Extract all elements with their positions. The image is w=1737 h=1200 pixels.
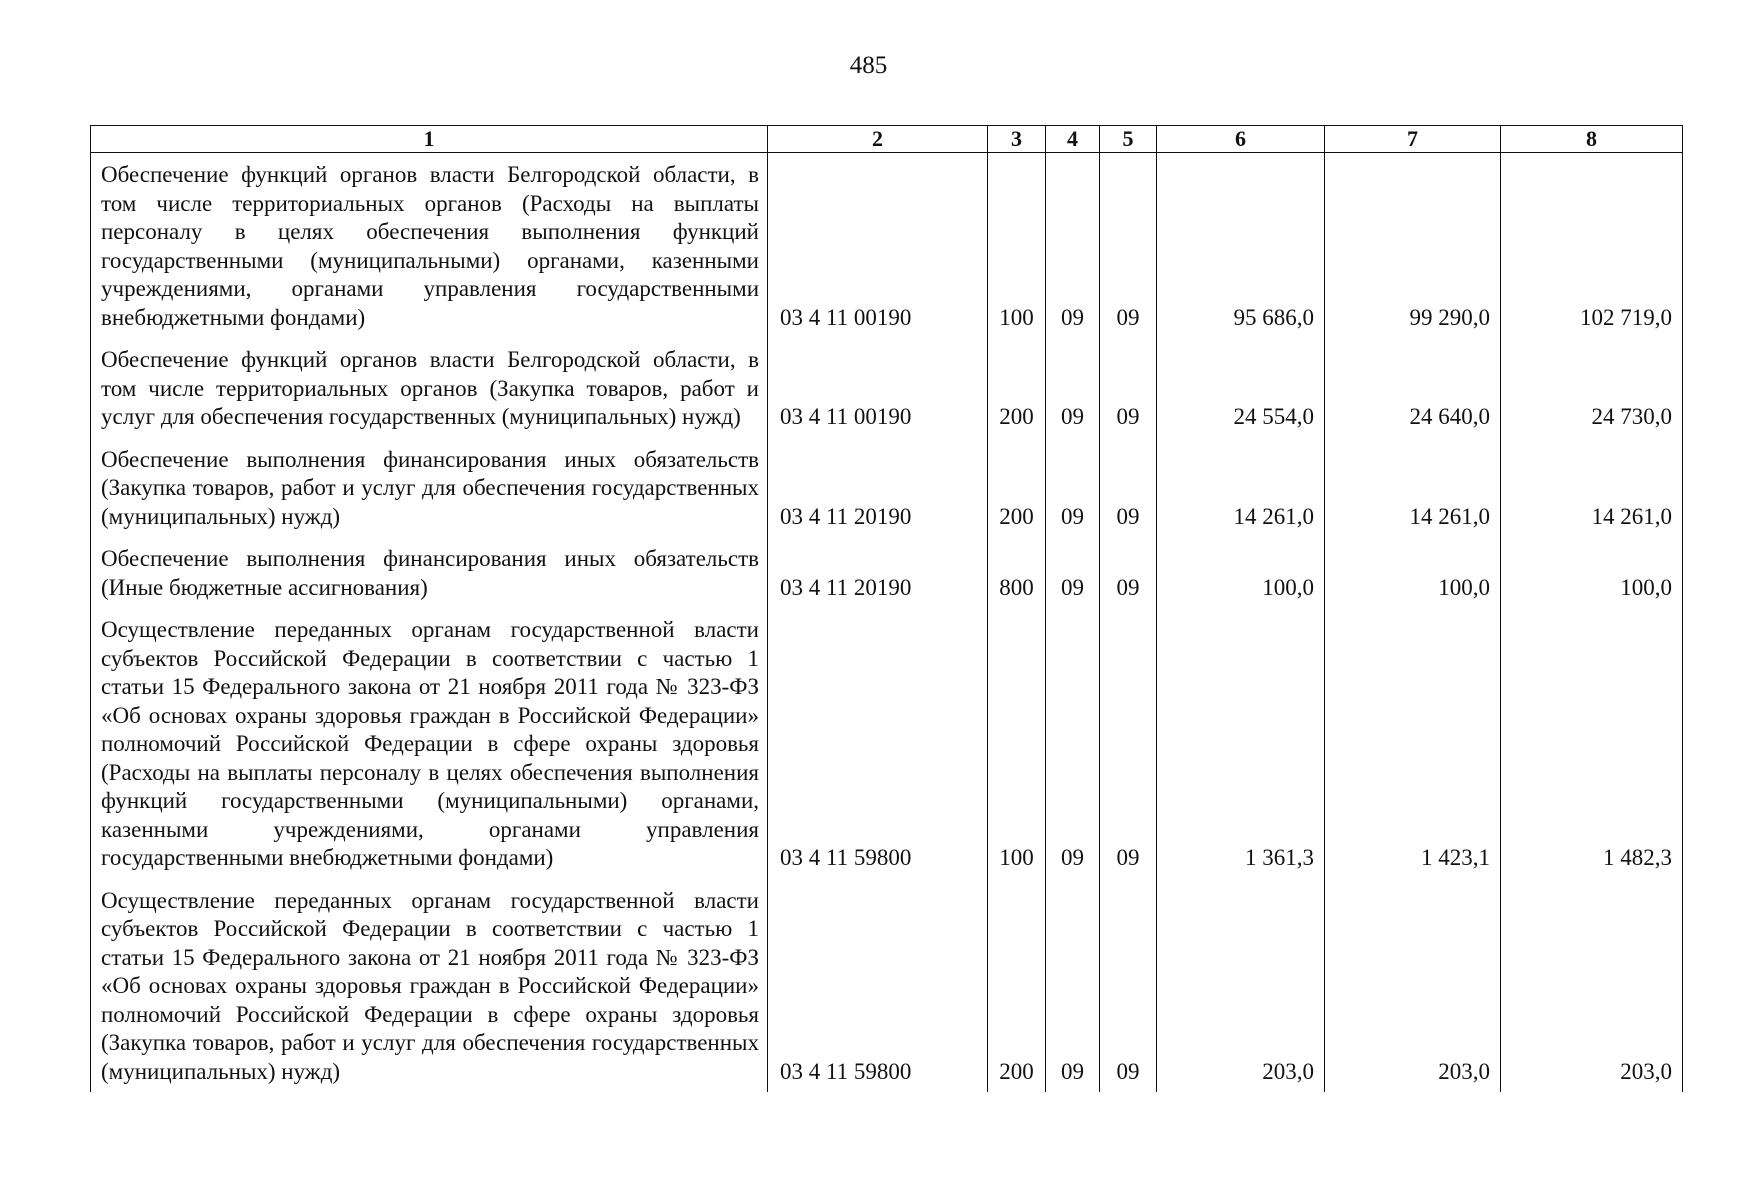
row-description: Осуществление переданных органам государственной власти субъектов Российской Федерации в соответствии с частью 1 статьи 15 Федерального закона от 21 ноября 2011 года № 323-ФЗ «Об основах охраны здоровья граждан в Российской Федерации» полномочий Российской Федерации в сфере охраны здоровья (Закупка товаров, работ и услуг для обеспечения государственных (муниципальных) нужд) (91, 879, 768, 1093)
table-row (91, 338, 1683, 438)
row-col3: 200 (988, 879, 1046, 1093)
row-col3: 800 (988, 537, 1046, 608)
table-row (91, 153, 1683, 339)
row-col3: 100 (988, 608, 1046, 879)
row-col4: 09 (1046, 879, 1100, 1093)
row-col7: 100,0 (1325, 537, 1501, 608)
table-row (91, 879, 1683, 1093)
row-col5: 09 (1100, 537, 1157, 608)
row-col3: 200 (988, 438, 1046, 538)
row-col8: 203,0 (1501, 879, 1683, 1093)
row-col8: 100,0 (1501, 537, 1683, 608)
row-col7: 99 290,0 (1325, 153, 1501, 339)
header-col-6: 6 (1157, 126, 1325, 153)
table-row (91, 608, 1683, 879)
row-description: Обеспечение выполнения финансирования иных обязательств (Закупка товаров, работ и услуг для обеспечения государственных (муниципальных) нужд) (91, 438, 768, 538)
row-col4: 09 (1046, 608, 1100, 879)
header-col-1: 1 (91, 126, 768, 153)
row-code: 03 4 11 20190 (768, 537, 988, 608)
row-col3: 200 (988, 338, 1046, 438)
row-col6: 24 554,0 (1157, 338, 1325, 438)
row-code: 03 4 11 59800 (768, 879, 988, 1093)
header-col-5: 5 (1100, 126, 1157, 153)
table-row (91, 438, 1683, 538)
row-col4: 09 (1046, 438, 1100, 538)
row-col3: 100 (988, 153, 1046, 339)
row-col8: 24 730,0 (1501, 338, 1683, 438)
row-col8: 14 261,0 (1501, 438, 1683, 538)
row-col5: 09 (1100, 338, 1157, 438)
row-col7: 203,0 (1325, 879, 1501, 1093)
row-col6: 14 261,0 (1157, 438, 1325, 538)
row-description: Осуществление переданных органам государственной власти субъектов Российской Федерации в соответствии с частью 1 статьи 15 Федерального закона от 21 ноября 2011 года № 323-ФЗ «Об основах охраны здоровья граждан в Российской Федерации» полномочий Российской Федерации в сфере охраны здоровья (Расходы на выплаты персоналу в целях обеспечения выполнения функций государственными (муниципальными) органами, казенными учреждениями, органами управления государственными внебюджетными фондами) (91, 608, 768, 879)
table-row (91, 537, 1683, 608)
header-col-4: 4 (1046, 126, 1100, 153)
row-description: Обеспечение функций органов власти Белгородской области, в том числе территориальных органов (Закупка товаров, работ и услуг для обеспечения государственных (муниципальных) нужд) (91, 338, 768, 438)
header-col-8: 8 (1501, 126, 1683, 153)
row-description: Обеспечение функций органов власти Белгородской области, в том числе территориальных органов (Расходы на выплаты персоналу в целях обеспечения выполнения функций государственными (муниципальными) органами, казенными учреждениями, органами управления государственными внебюджетными фондами) (91, 153, 768, 339)
row-col7: 14 261,0 (1325, 438, 1501, 538)
row-col4: 09 (1046, 338, 1100, 438)
row-code: 03 4 11 00190 (768, 153, 988, 339)
row-col5: 09 (1100, 608, 1157, 879)
budget-table (90, 125, 1683, 1092)
row-code: 03 4 11 00190 (768, 338, 988, 438)
row-col6: 203,0 (1157, 879, 1325, 1093)
row-col6: 100,0 (1157, 537, 1325, 608)
row-code: 03 4 11 20190 (768, 438, 988, 538)
header-row (91, 126, 1683, 153)
row-col4: 09 (1046, 537, 1100, 608)
row-col5: 09 (1100, 438, 1157, 538)
row-col8: 102 719,0 (1501, 153, 1683, 339)
row-col5: 09 (1100, 879, 1157, 1093)
row-col7: 24 640,0 (1325, 338, 1501, 438)
row-col6: 95 686,0 (1157, 153, 1325, 339)
header-col-2: 2 (768, 126, 988, 153)
row-col7: 1 423,1 (1325, 608, 1501, 879)
row-description: Обеспечение выполнения финансирования иных обязательств (Иные бюджетные ассигнования) (91, 537, 768, 608)
row-col5: 09 (1100, 153, 1157, 339)
budget-table-wrapper (90, 125, 1682, 1092)
row-col4: 09 (1046, 153, 1100, 339)
row-col6: 1 361,3 (1157, 608, 1325, 879)
row-col8: 1 482,3 (1501, 608, 1683, 879)
header-col-7: 7 (1325, 126, 1501, 153)
row-code: 03 4 11 59800 (768, 608, 988, 879)
page-number: 485 (849, 52, 888, 79)
header-col-3: 3 (988, 126, 1046, 153)
